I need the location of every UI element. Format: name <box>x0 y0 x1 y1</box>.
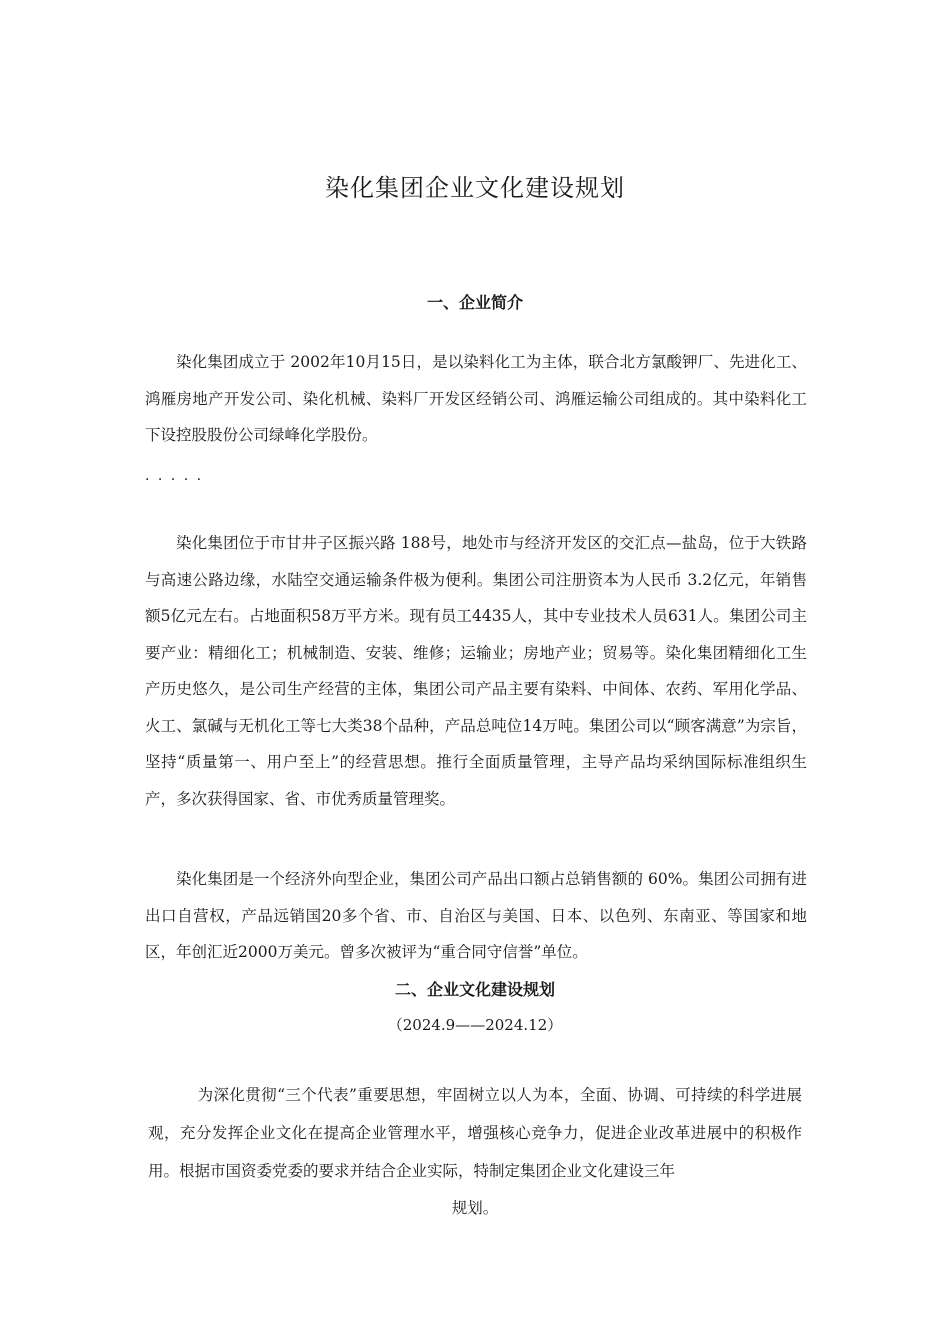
plan-period: （2024.9——2024.12） <box>387 1016 563 1034</box>
intro-paragraph-1: 染化集团成立于 2002年10月15日，是以染料化工为主体，联合北方氯酸钾厂、先进化工、鸿雁房地产开发公司、染化机械、染料厂开发区经销公司、鸿雁运输公司组成的。其中染料化工下设控股股份公司绿峰化学股份。 <box>145 353 807 444</box>
plan-paragraph-1-end: 规划。 <box>451 1199 499 1217</box>
plan-paragraph-1: 为深化贯彻“三个代表”重要思想，牢固树立以人为本，全面、协调、可持续的科学进展观，充分发挥企业文化在提高企业管理水平，增强核心竞争力，促进企业改革进展中的积极作用。根据市国资委党委的要求并结合企业实际，特制定集团企业文化建设三年 <box>148 1086 802 1180</box>
intro-paragraph-3: 染化集团是一个经济外向型企业，集团公司产品出口额占总销售额的 60%。集团公司拥有进出口自营权，产品远销国20多个省、市、自治区与美国、日本、以色列、东南亚、等国家和地区，年创汇近2000万美元。曾多次被评为“重合同守信誉”单位。 <box>145 870 807 961</box>
document-title: 染化集团企业文化建设规划 <box>325 174 625 202</box>
section-heading-plan: 二、企业文化建设规划 <box>394 980 555 999</box>
intro-paragraph-2: 染化集团位于市甘井子区振兴路 188号，地处市与经济开发区的交汇点—盐岛，位于大铁路与高速公路边缘，水陆空交通运输条件极为便利。集团公司注册资本为人民币 3.2亿元，年销售额5亿元左右。占地面积58万平方米。现有员工4435人，其中专业技术人员631人。集团公司主要产业：精细化工；机械制造、安装、维修；运输业；房地产业；贸易等。染化集团精细化工生产历史悠久，是公司生产经营的主体，集团公司产品主要有染料、中间体、农药、军用化学品、火工、氯碱与无机化工等七大类38个品种，产品总吨位14万吨。集团公司以“顾客满意”为宗旨，坚持“质量第一、用户至上”的经营思想。推行全面质量管理，主导产品均采纳国际标准组织生产，多次获得国家、省、市优秀质量管理奖。 <box>145 534 807 808</box>
ellipsis-marker: . . . . . <box>145 468 204 484</box>
section-heading-intro: 一、企业简介 <box>426 293 523 312</box>
